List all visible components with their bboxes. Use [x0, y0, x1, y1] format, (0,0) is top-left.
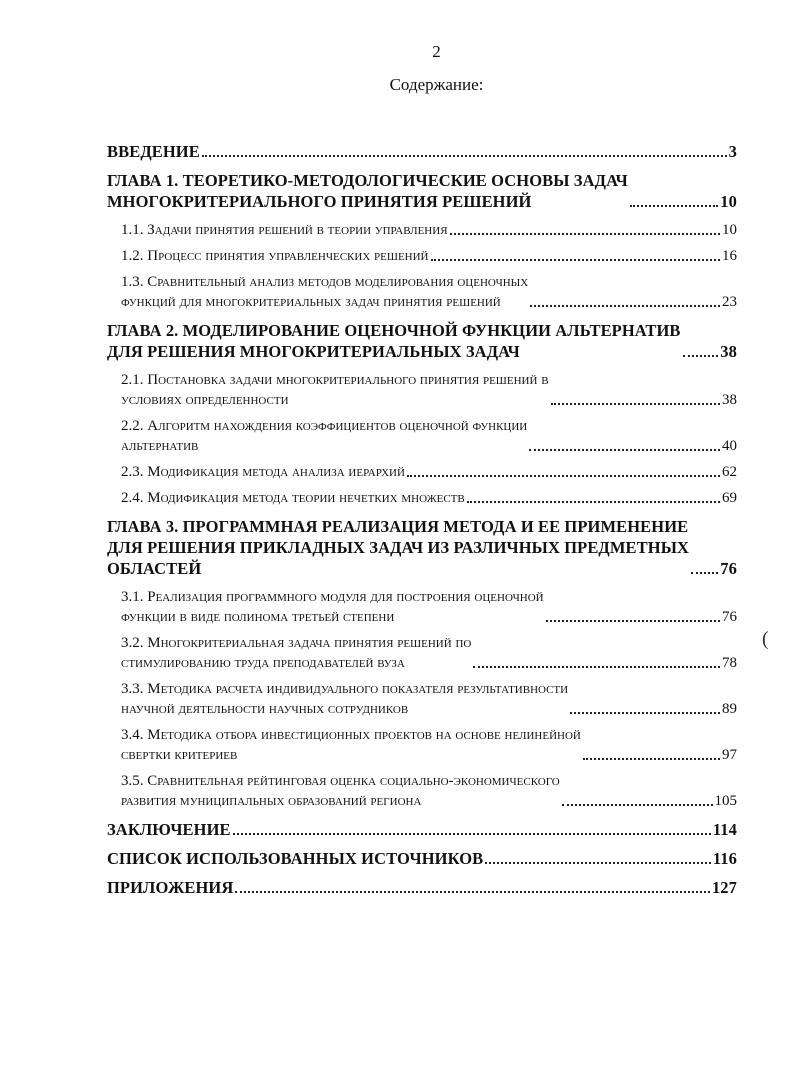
- leader-dots: [546, 620, 720, 622]
- toc-entry-page: 76: [720, 559, 737, 578]
- toc-entry-text: ГЛАВА 2. МОДЕЛИРОВАНИЕ ОЦЕНОЧНОЙ ФУНКЦИИ АЛЬТЕРНАТИВ ДЛЯ РЕШЕНИЯ МНОГОКРИТЕРИАЛЬНЫХ ЗАДАЧ: [107, 321, 681, 361]
- toc-entry-section-1-3[interactable]: [107, 272, 737, 312]
- toc-entry-text: 1.1. Задачи принятия решений в теории управления: [121, 222, 448, 238]
- table-of-contents: [107, 141, 737, 898]
- leader-dots: [407, 475, 720, 477]
- page-number: 2: [432, 42, 441, 61]
- toc-entry-page: 40: [722, 438, 737, 454]
- toc-entry-page: 69: [722, 490, 737, 506]
- toc-entry-text: 2.1. Постановка задачи многокритериального принятия решений в условиях определенности: [121, 372, 549, 408]
- toc-entry-chapter-2[interactable]: [107, 320, 737, 362]
- leader-dots: [630, 205, 719, 207]
- toc-entry-page: 16: [722, 248, 737, 264]
- leader-dots: [551, 403, 720, 405]
- toc-entry-page: 10: [722, 222, 737, 238]
- toc-entry-section-1-1[interactable]: [107, 220, 737, 240]
- toc-entry-section-3-1[interactable]: [107, 587, 737, 627]
- toc-entry-conclusion[interactable]: [107, 819, 737, 840]
- toc-entry-text: 3.3. Методика расчета индивидуального показателя результативности научной деятельности научных сотрудников: [121, 681, 569, 717]
- leader-dots: [570, 712, 720, 714]
- toc-entry-text: ВВЕДЕНИЕ: [107, 142, 200, 161]
- toc-entry-section-2-3[interactable]: [107, 462, 737, 482]
- toc-entry-section-2-1[interactable]: [107, 370, 737, 410]
- leader-dots: [235, 891, 710, 893]
- toc-entry-section-3-2[interactable]: [107, 633, 737, 673]
- toc-entry-section-3-5[interactable]: [107, 771, 737, 811]
- toc-entry-appendices[interactable]: [107, 877, 737, 898]
- toc-entry-section-3-3[interactable]: [107, 679, 737, 719]
- leader-dots: [431, 259, 721, 261]
- toc-entry-chapter-1[interactable]: [107, 170, 737, 212]
- toc-entry-text: СПИСОК ИСПОЛЬЗОВАННЫХ ИСТОЧНИКОВ: [107, 849, 484, 868]
- leader-dots: [485, 862, 711, 864]
- toc-entry-page: 89: [722, 701, 737, 717]
- toc-entry-chapter-3[interactable]: [107, 516, 737, 579]
- leader-dots: [683, 355, 719, 357]
- toc-entry-section-3-4[interactable]: [107, 725, 737, 765]
- toc-entry-text: 2.3. Модификация метода анализа иерархий: [121, 464, 405, 480]
- toc-entry-text: 3.4. Методика отбора инвестиционных проектов на основе нелинейной свертки критериев: [121, 727, 581, 763]
- toc-entry-page: 76: [722, 609, 737, 625]
- toc-entry-page: 127: [711, 878, 737, 897]
- toc-entry-text: 3.1. Реализация программного модуля для построения оценочной функции в виде полинома третьей степени: [121, 589, 544, 625]
- toc-entry-page: 105: [714, 793, 737, 809]
- toc-entry-text: 2.2. Алгоритм нахождения коэффициентов оценочной функции альтернатив: [121, 418, 528, 454]
- toc-entry-text: 2.4. Модификация метода теории нечетких множеств: [121, 490, 465, 506]
- toc-entry-page: 97: [722, 747, 737, 763]
- leader-dots: [562, 804, 713, 806]
- leader-dots: [691, 572, 718, 574]
- toc-entry-section-2-4[interactable]: [107, 488, 737, 508]
- toc-entry-text: 1.2. Процесс принятия управленческих решений: [121, 248, 429, 264]
- toc-entry-text: ГЛАВА 1. ТЕОРЕТИКО-МЕТОДОЛОГИЧЕСКИЕ ОСНОВЫ ЗАДАЧ МНОГОКРИТЕРИАЛЬНОГО ПРИНЯТИЯ РЕШЕНИЙ: [107, 171, 628, 211]
- toc-entry-page: 62: [722, 464, 737, 480]
- toc-entry-page: 38: [722, 392, 737, 408]
- toc-entry-intro[interactable]: [107, 141, 737, 162]
- toc-entry-page: 78: [722, 655, 737, 671]
- toc-entry-text: ЗАКЛЮЧЕНИЕ: [107, 820, 231, 839]
- leader-dots: [450, 233, 720, 235]
- toc-entry-text: ПРИЛОЖЕНИЯ: [107, 878, 234, 897]
- leader-dots: [233, 833, 711, 835]
- toc-entry-section-1-2[interactable]: [107, 246, 737, 266]
- leader-dots: [202, 155, 727, 157]
- toc-entry-page: 10: [720, 192, 737, 211]
- leader-dots: [530, 305, 720, 307]
- toc-entry-text: ГЛАВА 3. ПРОГРАММНАЯ РЕАЛИЗАЦИЯ МЕТОДА И ЕЕ ПРИМЕНЕНИЕ ДЛЯ РЕШЕНИЯ ПРИКЛАДНЫХ ЗАДАЧ ИЗ РАЗЛИЧНЫХ ПРЕДМЕТНЫХ ОБЛАСТЕЙ: [107, 517, 690, 578]
- toc-entry-section-2-2[interactable]: [107, 416, 737, 456]
- margin-mark: (: [762, 628, 769, 650]
- leader-dots: [529, 449, 720, 451]
- leader-dots: [583, 758, 720, 760]
- toc-entry-page: 23: [722, 294, 737, 310]
- toc-entry-page: 114: [712, 820, 737, 839]
- toc-entry-page: 38: [720, 342, 737, 361]
- toc-entry-page: 116: [712, 849, 737, 868]
- toc-entry-text: 3.2. Многокритериальная задача принятия решений по стимулированию труда преподавателей вуза: [121, 635, 472, 671]
- toc-entry-page: 3: [728, 142, 737, 161]
- page-title: Содержание:: [389, 75, 484, 94]
- toc-entry-references[interactable]: [107, 848, 737, 869]
- leader-dots: [473, 666, 720, 668]
- toc-entry-text: 3.5. Сравнительная рейтинговая оценка социально-экономического развития муниципальных образований региона: [121, 773, 560, 809]
- leader-dots: [467, 501, 720, 503]
- toc-entry-text: 1.3. Сравнительный анализ методов моделирования оценочных функций для многокритериальных задач принятия решений: [121, 274, 529, 310]
